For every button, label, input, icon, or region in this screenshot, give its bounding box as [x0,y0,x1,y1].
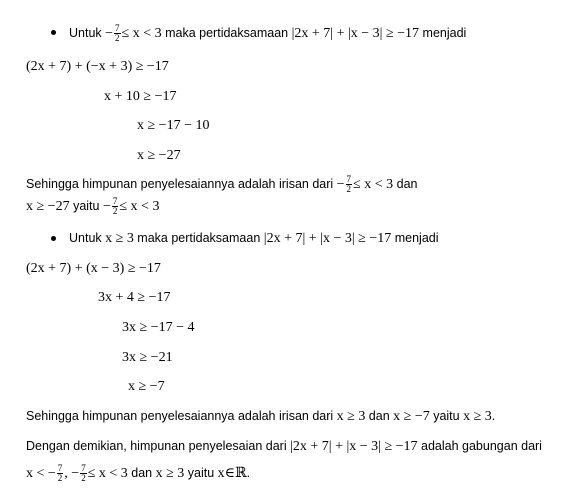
inequality: |2x + 7| + |x − 3| ≥ −17 [263,231,392,246]
case-2-intro: Untuk x ≥ 3 maka pertidaksamaan |2x + 7| + |x − 3| ≥ −17 menjadi [69,231,439,246]
fraction-seven-halves: $\frac{7}{2}$ [346,174,352,194]
case-2-conclusion: Sehingga himpunan penyelesaiannya adalah irisan dari x ≥ 3 dan x ≥ −7 yaitu x ≥ 3. [26,409,496,424]
case-2-step-4: 3x ≥ −21 [122,350,173,365]
fraction-seven-halves: $\frac{7}{2}$ [57,463,63,483]
fraction-seven-halves: $\frac{7}{2}$ [115,23,120,43]
case-1-step-4: x ≥ −27 [137,148,181,163]
case-1-step-1: (2x + 7) + (−x + 3) ≥ −17 [26,59,169,74]
case-1-minus: − [105,25,114,41]
case-1-condition: ≤ x < 3 [121,25,162,41]
bullet-case-1 [51,30,56,35]
case-2-step-5: x ≥ −7 [128,379,165,394]
case-1-intro: Untuk − $\frac{7}{2}$ ≤ x < 3 maka pertidaksamaan |2x + 7| + |x − 3| ≥ −17 menjadi [69,23,467,43]
case-1-step-3: x ≥ −17 − 10 [137,118,210,133]
real-numbers-set: x∈ℝ [217,465,247,481]
case-1-conclusion-2: x ≥ −27 yaitu − $\frac{7}{2}$ ≤ x < 3 [26,196,160,216]
fraction-seven-halves: $\frac{7}{2}$ [81,463,86,483]
fraction-seven-halves: $\frac{7}{2}$ [112,196,118,216]
case-2-condition: x ≥ 3 [105,231,134,246]
case-1-intro-text: Untuk [69,25,106,40]
final-conclusion-2: x < − $\frac{7}{2}$ , − $\frac{7}{2}$ ≤ x < 3 dan x ≥ 3 yaitu x∈ℝ. [26,463,251,483]
case-1-conclusion: Sehingga himpunan penyelesaiannya adalah irisan dari − $\frac{7}{2}$ ≤ x < 3 dan [26,174,418,194]
case-2-step-1: (2x + 7) + (x − 3) ≥ −17 [26,261,161,276]
bullet-case-2 [51,236,56,241]
case-2-step-2: 3x + 4 ≥ −17 [98,290,171,305]
inequality: |2x + 7| + |x − 3| ≥ −17 [291,25,420,41]
case-2-step-3: 3x ≥ −17 − 4 [122,320,195,335]
case-1-step-2: x + 10 ≥ −17 [104,89,177,104]
final-conclusion-1: Dengan demikian, himpunan penyelesaian dari |2x + 7| + |x − 3| ≥ −17 adalah gabungan dari [26,439,542,454]
inequality: |2x + 7| + |x − 3| ≥ −17 [290,439,418,454]
